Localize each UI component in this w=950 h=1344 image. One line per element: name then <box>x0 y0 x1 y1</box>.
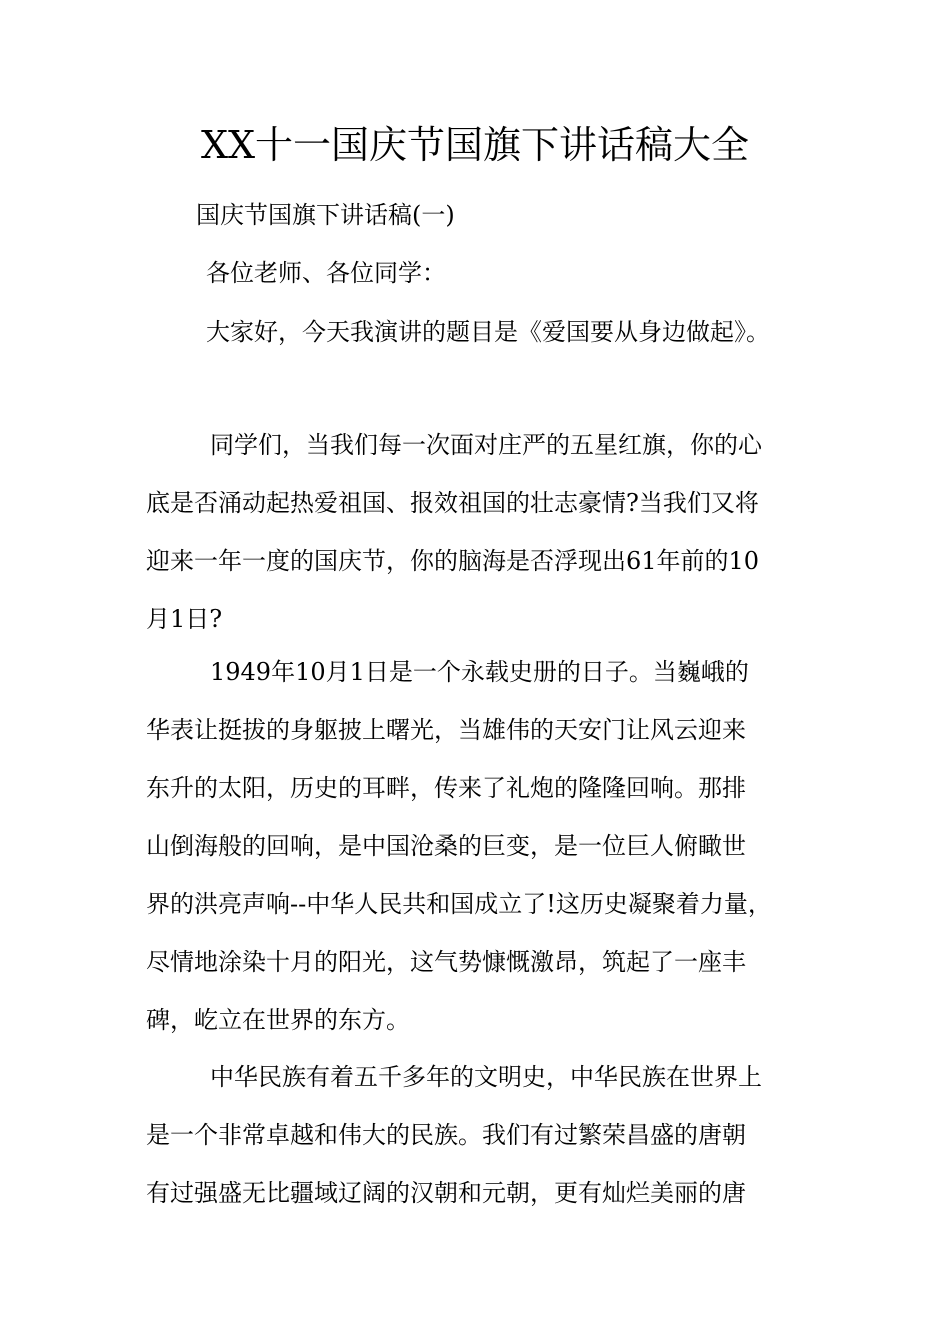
intro-line: 大家好，今天我演讲的题目是《爱国要从身边做起》。 <box>206 318 770 346</box>
speech-subtitle: 国庆节国旗下讲话稿(一) <box>196 201 455 229</box>
paragraph-line: 月1日? <box>146 605 223 633</box>
paragraph-line: 碑，屹立在世界的东方。 <box>146 1006 410 1034</box>
paragraph-1 <box>146 416 836 648</box>
paragraph-line: 底是否涌动起热爱祖国、报效祖国的壮志豪情?当我们又将 <box>146 489 759 517</box>
paragraph-line: 同学们，当我们每一次面对庄严的五星红旗，你的心 <box>210 431 762 459</box>
paragraph-line: 尽情地涂染十月的阳光，这气势慷慨激昂，筑起了一座丰 <box>146 948 746 976</box>
paragraph-line: 东升的太阳，历史的耳畔，传来了礼炮的隆隆回响。那排 <box>146 774 746 802</box>
paragraph-3 <box>146 1048 836 1222</box>
greeting-line: 各位老师、各位同学： <box>206 259 446 287</box>
paragraph-line: 迎来一年一度的国庆节，你的脑海是否浮现出61年前的10 <box>146 547 760 575</box>
paragraph-line: 中华民族有着五千多年的文明史，中华民族在世界上 <box>210 1063 762 1091</box>
paragraph-line: 有过强盛无比疆域辽阔的汉朝和元朝，更有灿烂美丽的唐 <box>146 1179 746 1207</box>
document-title: XX十一国庆节国旗下讲话稿大全 <box>200 123 750 167</box>
paragraph-line: 山倒海般的回响，是中国沧桑的巨变，是一位巨人俯瞰世 <box>146 832 746 860</box>
paragraph-line: 1949年10月1日是一个永载史册的日子。当巍峨的 <box>210 658 749 686</box>
paragraph-line: 是一个非常卓越和伟大的民族。我们有过繁荣昌盛的唐朝 <box>146 1121 746 1149</box>
paragraph-line: 界的洪亮声响--中华人民共和国成立了!这历史凝聚着力量， <box>146 890 772 918</box>
paragraph-line: 华表让挺拔的身躯披上曙光，当雄伟的天安门让风云迎来 <box>146 716 746 744</box>
paragraph-2 <box>146 643 836 1049</box>
